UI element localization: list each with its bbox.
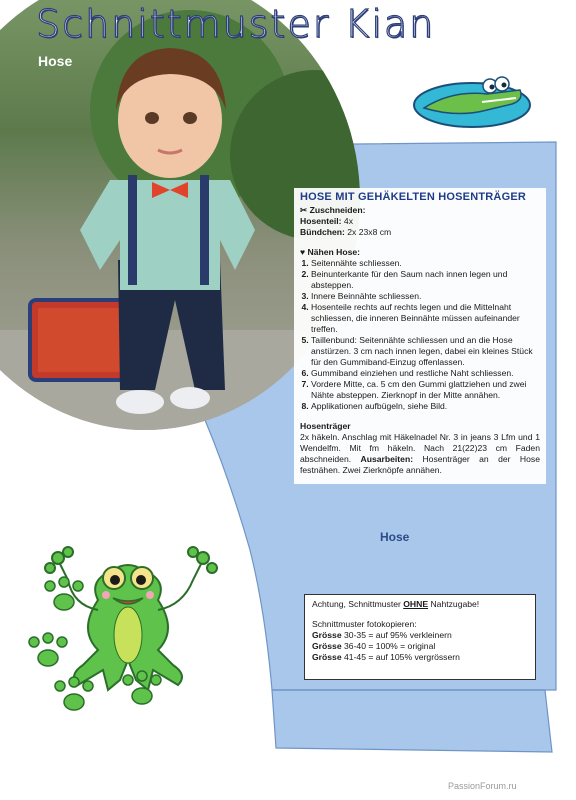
sew-step: 4. Hosenteile rechts auf rechts legen und die Mittelnaht schliessen, die inneren Beinnähte müssen aufeinander treffen. xyxy=(311,302,540,335)
size-label: Grösse xyxy=(312,652,342,662)
size-label: Grösse xyxy=(312,630,342,640)
instructions-box xyxy=(294,188,546,484)
sew-step: 2. Beinunterkante für den Saum nach innen legen und absteppen. xyxy=(311,269,540,291)
cut-line xyxy=(300,227,540,238)
size-line xyxy=(312,652,528,663)
notice-copy-line: Schnittmuster fotokopieren: xyxy=(312,619,417,629)
crocodile-applique-icon xyxy=(412,70,532,130)
suspenders-text xyxy=(300,432,540,476)
frog-paw-icon xyxy=(42,576,86,616)
suspenders-text-part: 2x häkeln. Anschlag mit Häkelnadel Nr. 3 in jeans 3 Lfm und 1 Wendelfm. Mit fm häkeln. Nach 21(22)23 cm Faden abschneiden. xyxy=(300,432,540,464)
size-label: Grösse xyxy=(312,641,342,651)
frog-paw-icon xyxy=(120,670,164,710)
notice-emphasis: OHNE xyxy=(403,599,429,609)
notice-line xyxy=(312,599,528,610)
suspenders-text-part: Hosenträger an der Hose festnähen. Zwei Zierknöpfe annähen. xyxy=(300,454,540,475)
sew-step: 1. Seitennähte schliessen. xyxy=(311,258,540,269)
sew-heading: ♥ Nähen Hose: xyxy=(300,247,361,257)
cut-line-value: 4x xyxy=(341,216,354,226)
sew-step: 6. Gummiband einziehen und restliche Naht schliessen. xyxy=(311,368,540,379)
notice-text: Achtung, Schnittmuster xyxy=(312,599,404,609)
cut-line-value: 2x 23x8 cm xyxy=(344,227,392,237)
watermark: PassionForum.ru xyxy=(448,781,517,791)
cut-line-label: Hosenteil: xyxy=(300,216,342,226)
instructions-heading: HOSE MIT GEHÄKELTEN HOSENTRÄGER xyxy=(300,191,527,203)
sew-step: 5. Taillenbund: Seitennähte schliessen und an die Hose anstürzen. 3 cm nach innen legen, dabei ein kleines Stück für den Gummiband-Einzug offenlassen. xyxy=(311,335,540,368)
sew-steps xyxy=(300,258,540,412)
size-range: 36-40 = 100% = original xyxy=(341,641,436,651)
suspenders-heading: Hosenträger xyxy=(300,421,351,431)
page-title: Schnittmuster Kian xyxy=(36,2,436,46)
sew-step: 7. Vordere Mitte, ca. 5 cm den Gummi glattziehen und zwei Nähte absteppen. Zierknopf in der Mitte annähen. xyxy=(311,379,540,401)
frog-paw-icon xyxy=(26,632,70,672)
notice-text: Nahtzugabe! xyxy=(428,599,480,609)
size-line xyxy=(312,630,528,641)
cut-line xyxy=(300,216,540,227)
size-range: 41-45 = auf 105% vergrössern xyxy=(341,652,460,662)
size-range: 30-35 = auf 95% verkleinern xyxy=(341,630,452,640)
frog-paw-icon xyxy=(52,676,96,716)
size-line xyxy=(312,641,528,652)
sew-step: 8. Applikationen aufbügeln, siehe Bild. xyxy=(311,401,540,412)
suspenders-text-bold: Ausarbeiten: xyxy=(360,454,414,464)
cut-line-label: Bündchen: xyxy=(300,227,345,237)
notice-box xyxy=(304,594,536,680)
sew-step: 3. Innere Beinnähte schliessen. xyxy=(311,291,540,302)
pattern-label: Hose xyxy=(380,530,410,544)
page-subtitle: Hose xyxy=(38,53,73,69)
cut-heading: ✂ Zuschneiden: xyxy=(300,205,366,215)
